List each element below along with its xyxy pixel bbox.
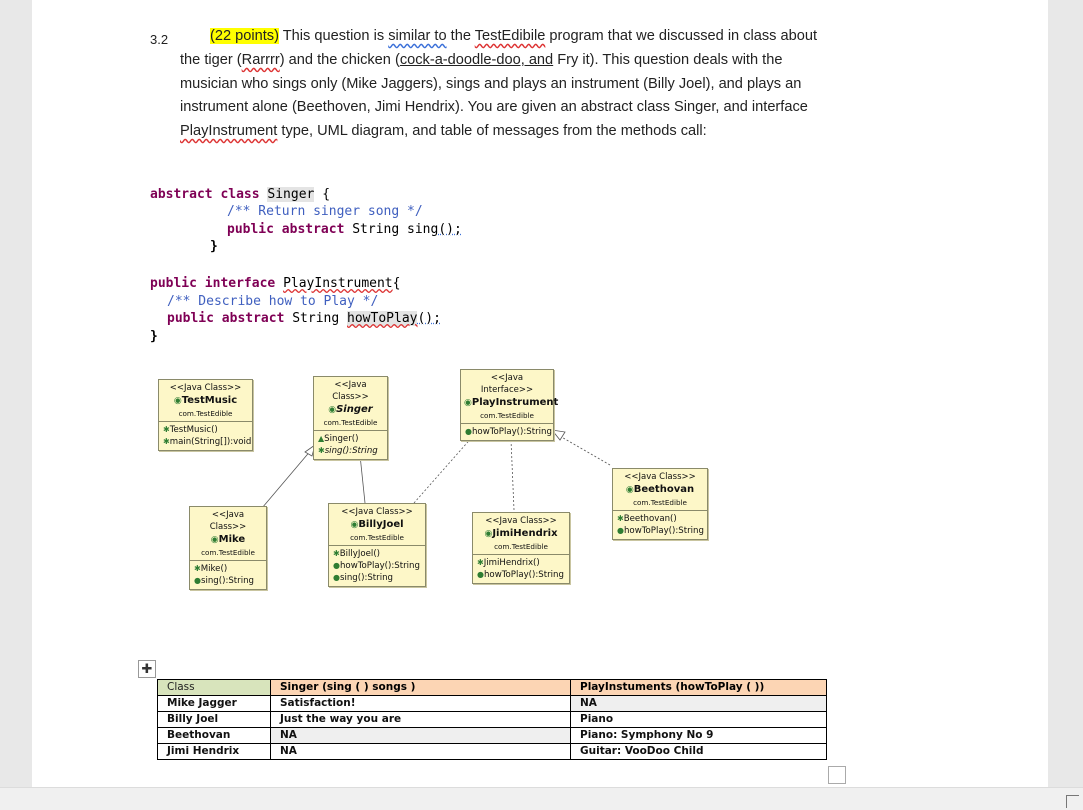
edge-billy-singer <box>360 455 365 503</box>
status-bar <box>0 787 1083 810</box>
table-row: Jimi Hendrix NA Guitar: VooDoo Child <box>158 744 827 760</box>
code-singer-method: public abstract String sing(); <box>227 222 462 237</box>
code-iface-comment: /** Describe how to Play */ <box>167 294 379 309</box>
header-class: Class <box>158 680 271 696</box>
edge-mike-singer <box>262 449 312 508</box>
uml-class-billyjoel: <<Java Class>> ◉BillyJoel com.TestEdible ✱BillyJoel() ●howToPlay():String ●sing():String <box>328 503 426 587</box>
edge-beet-iface <box>558 435 610 465</box>
document-page <box>32 0 1048 787</box>
edge-billy-iface <box>414 435 474 503</box>
uml-interface-playinstrument: <<Java Interface>> ◉PlayInstrument com.TestEdible ●howToPlay():String <box>460 369 554 441</box>
table-move-handle-icon[interactable]: ✚ <box>138 660 156 678</box>
uml-class-beethovan: <<Java Class>> ◉Beethovan com.TestEdible ✱Beethovan() ●howToPlay():String <box>612 468 708 540</box>
points-highlight: (22 points) <box>210 28 279 44</box>
code-iface-method: public abstract String howToPlay(); <box>167 311 441 326</box>
code-singer-decl: abstract class Singer { <box>150 187 331 202</box>
question-number: 3.2 <box>150 32 169 47</box>
table-header-row <box>158 680 827 696</box>
header-playinstruments: PlayInstuments (howToPlay ( )) <box>571 680 827 696</box>
question-text: (22 points) This question is similar to the TestEdibile program that we discussed in class about the tiger (Rarrrr) and the chicken (cock-a-doodle-doo, and Fry it). This question deals with the musician who sings only (Mike Jaggers), sings and plays an instrument (Billy Joel), and plays an instrument alone (Beethoven, Jimi Hendrix). You are given an abstract class Singer, and interface PlayInstrument type, UML diagram, and table of messages from the methods call: <box>180 28 818 140</box>
uml-class-mike: <<Java Class>> ◉Mike com.TestEdible ✱Mike() ●sing():String <box>189 506 267 590</box>
table-row: Beethovan NA Piano: Symphony No 9 <box>158 728 827 744</box>
uml-class-jimihendrix: <<Java Class>> ◉JimiHendrix com.TestEdible ✱JimiHendrix() ●howToPlay():String <box>472 512 570 584</box>
uml-class-singer: <<Java Class>> ◉Singer com.TestEdible ▲Singer() ✱sing():String <box>313 376 388 460</box>
code-singer-close: } <box>210 239 218 254</box>
resize-grip-icon[interactable] <box>1066 795 1079 808</box>
edge-jimi-iface <box>511 440 514 510</box>
code-singer-comment: /** Return singer song */ <box>227 204 423 219</box>
table-row: Billy Joel Just the way you are Piano <box>158 712 827 728</box>
header-singer: Singer (sing ( ) songs ) <box>271 680 571 696</box>
table-row: Mike Jagger Satisfaction! NA <box>158 696 827 712</box>
code-iface-close: } <box>150 329 158 344</box>
table-resize-handle[interactable] <box>828 766 846 784</box>
messages-table <box>157 679 827 760</box>
uml-class-testmusic: <<Java Class>> ◉TestMusic com.TestEdible ✱TestMusic() ✱main(String[]):void <box>158 379 253 451</box>
code-iface-decl: public interface PlayInstrument{ <box>150 276 401 291</box>
